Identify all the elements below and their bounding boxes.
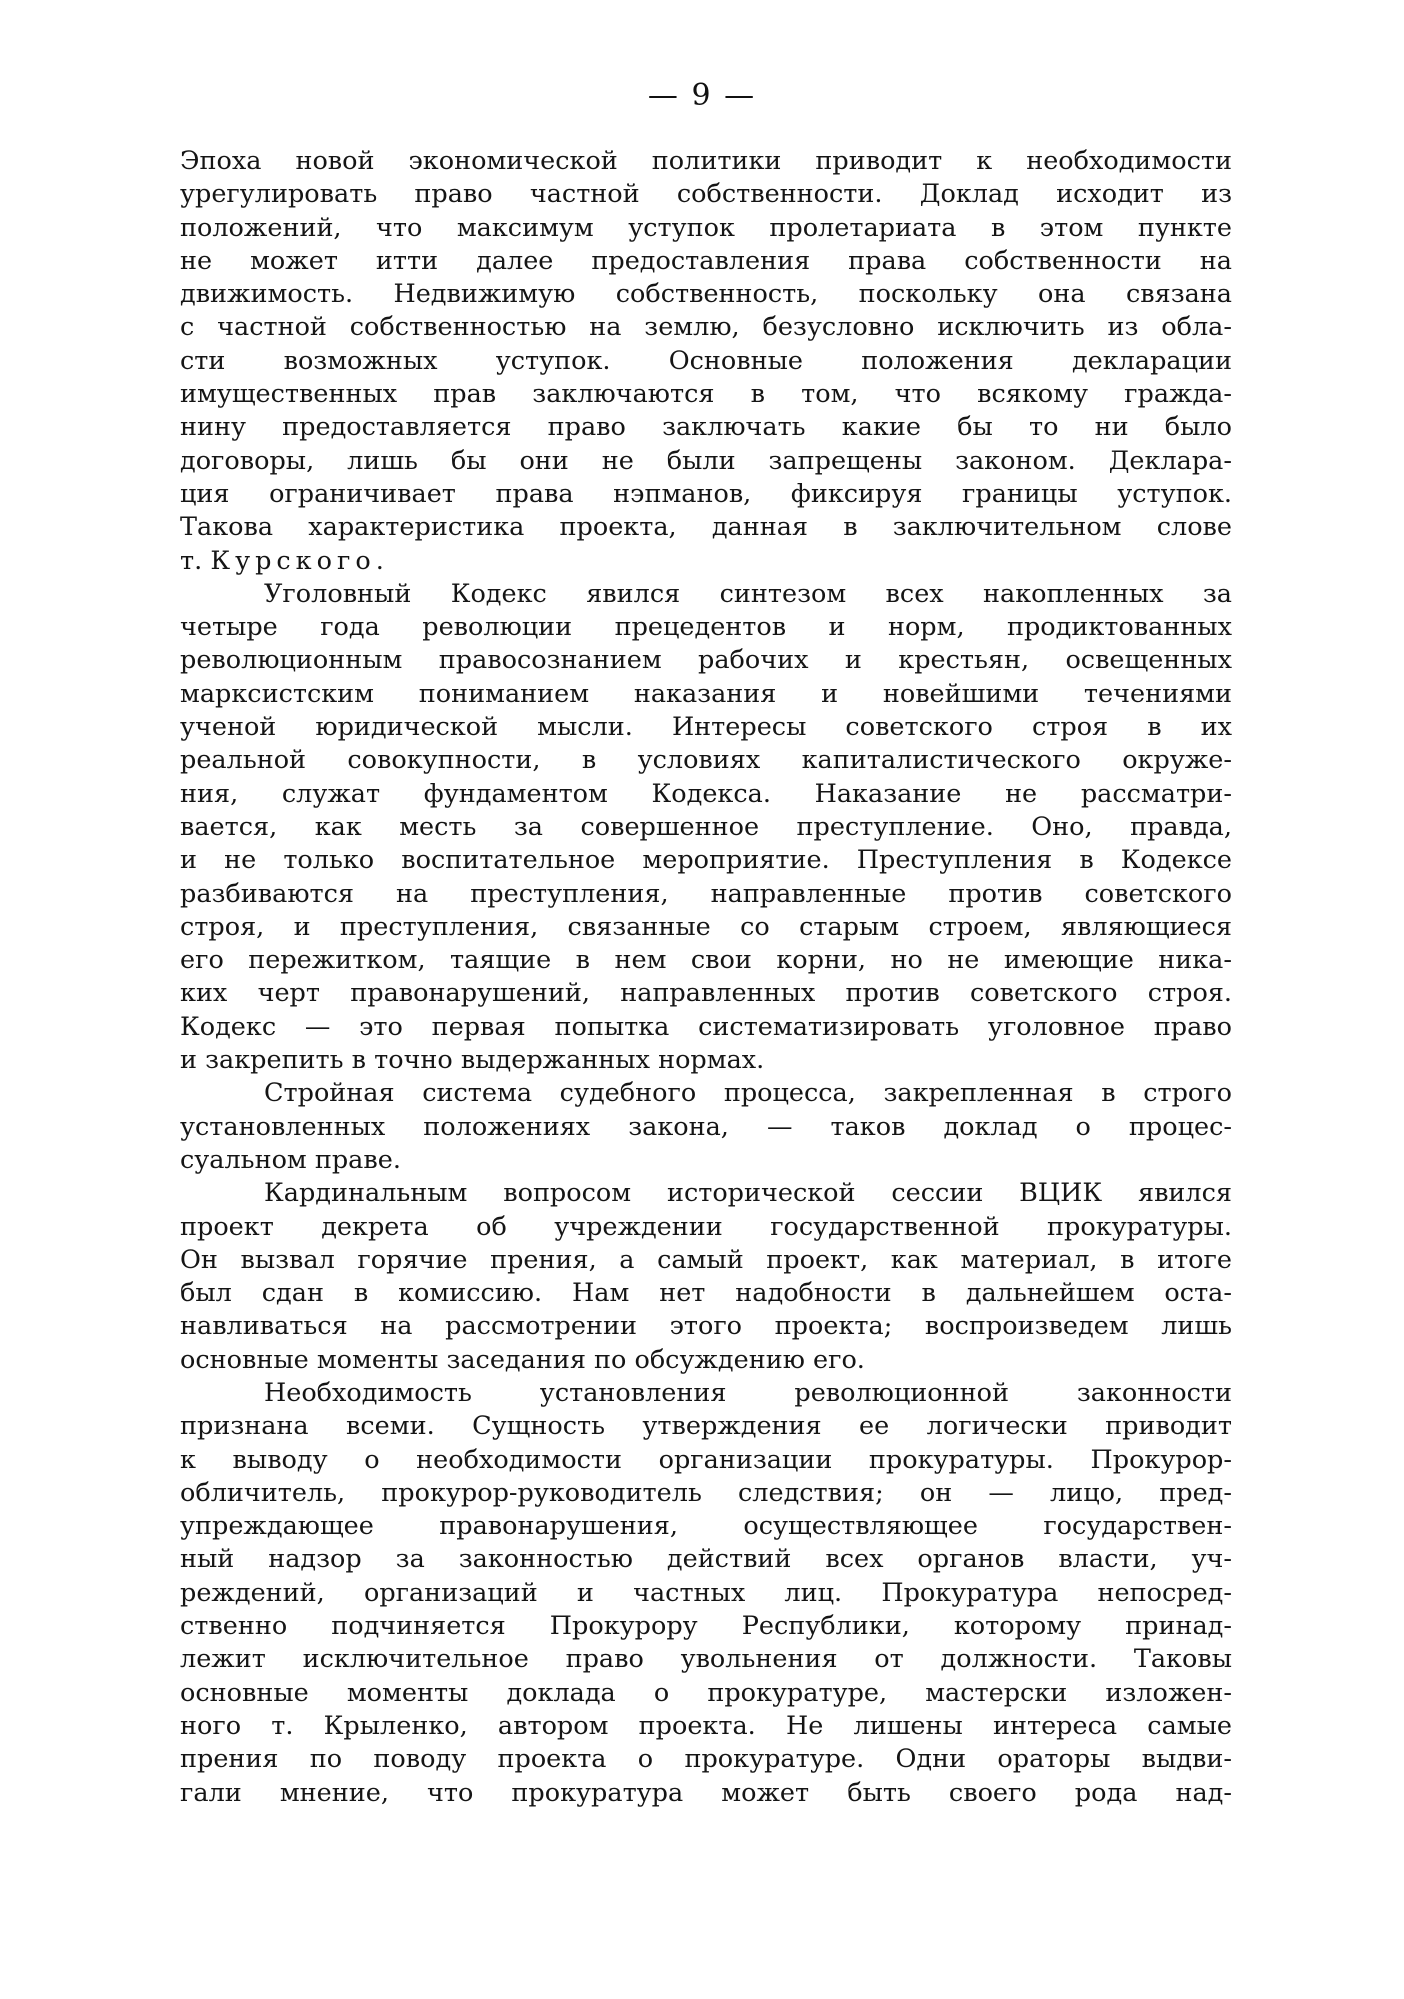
text-line: его пережитком, таящие в нем свои корни, но не имеющие ника- [180, 945, 1232, 976]
text-line: ция ограничивает права нэпманов, фиксируя границы уступок. [180, 478, 1232, 509]
text-line: лежит исключительное право увольнения от должности. Таковы [180, 1644, 1232, 1675]
text-fragment: т. [180, 545, 211, 576]
text-line: революционным правосознанием рабочих и крестьян, освещенных [180, 645, 1232, 676]
text-line: имущественных прав заключаются в том, что всякому гражда- [180, 379, 1232, 410]
text-line: прения по поводу проекта о прокуратуре. Одни ораторы выдви- [180, 1744, 1232, 1775]
text-line: был сдан в комиссию. Нам нет надобности в дальнейшем оста- [180, 1278, 1232, 1309]
text-line: и не только воспитательное мероприятие. Преступления в Кодексе [180, 845, 1232, 876]
text-line: положений, что максимум уступок пролетариата в этом пункте [180, 212, 1232, 243]
text-line: Такова характеристика проекта, данная в заключительном слове [180, 512, 1232, 543]
text-line: основные моменты доклада о прокуратуре, мастерски изложен- [180, 1677, 1232, 1708]
text-line: Эпоха новой экономической политики приводит к необходимости [180, 146, 1232, 176]
text-line: проект декрета об учреждении государственной прокуратуры. [180, 1211, 1232, 1242]
text-line: строя, и преступления, связанные со старым строем, являющиеся [180, 911, 1232, 942]
paragraph [180, 1077, 1232, 1177]
text-line: ких черт правонарушений, направленных против советского строя. [180, 978, 1232, 1009]
text-line: разбиваются на преступления, направленные против советского [180, 878, 1232, 909]
text-line: и закрепить в точно выдержанных нормах. [180, 1045, 765, 1076]
text-line [180, 545, 1232, 578]
text-line: четыре года революции прецедентов и норм, продиктованных [180, 612, 1232, 643]
text-fragment: . [375, 545, 384, 576]
text-line: к выводу о необходимости организации прокуратуры. Прокурор- [180, 1444, 1232, 1475]
text-line: ного т. Крыленко, автором проекта. Не лишены интереса самые [180, 1710, 1232, 1741]
paragraph [180, 145, 1232, 578]
text-line: гали мнение, что прокуратура может быть своего рода над- [180, 1777, 1232, 1808]
text-line: реждений, организаций и частных лиц. Прокуратура непосред- [180, 1577, 1232, 1608]
spaced-name: Курского [210, 545, 376, 576]
text-line: навливаться на рассмотрении этого проекта; воспроизведем лишь [180, 1311, 1232, 1342]
text-line: признана всеми. Сущность утверждения ее логически приводит [180, 1411, 1232, 1442]
text-line: договоры, лишь бы они не были запрещены законом. Деклара- [180, 445, 1232, 476]
text-line: ственно подчиняется Прокурору Республики, которому принад- [180, 1611, 1232, 1642]
text-line: вается, как месть за совершенное преступление. Оно, правда, [180, 811, 1232, 842]
text-line: ный надзор за законностью действий всех органов власти, уч- [180, 1544, 1232, 1575]
text-line: марксистским пониманием наказания и новейшими течениями [180, 678, 1232, 709]
text-line: установленных положениях закона, — таков доклад о процес- [180, 1111, 1232, 1142]
text-line: обличитель, прокурор-руководитель следствия; он — лицо, пред- [180, 1477, 1232, 1508]
text-line: основные моменты заседания по обсуждению его. [180, 1344, 865, 1375]
text-line: ученой юридической мысли. Интересы советского строя в их [180, 712, 1232, 743]
text-line: Кодекс — это первая попытка систематизировать уголовное право [180, 1011, 1232, 1042]
text-line: Уголовный Кодекс явился синтезом всех накопленных за [264, 578, 1232, 609]
page-number: — 9 — [647, 78, 757, 113]
text-line: упреждающее правонарушения, осуществляющее государствен- [180, 1511, 1232, 1542]
text-line: сти возможных уступок. Основные положения декларации [180, 345, 1232, 376]
text-line: суальном праве. [180, 1144, 401, 1175]
text-line: Он вызвал горячие прения, а самый проект, как материал, в итоге [180, 1244, 1232, 1275]
text-line: урегулировать право частной собственности. Доклад исходит из [180, 179, 1232, 210]
paragraph [180, 1177, 1232, 1377]
text-line: Необходимость установления революционной законности [264, 1377, 1232, 1408]
paragraph [180, 1377, 1232, 1810]
text-line: нину предоставляется право заключать какие бы то ни было [180, 412, 1232, 443]
body-text [180, 145, 1232, 1810]
text-line: не может итти далее предоставления права собственности на [180, 245, 1232, 276]
text-line: с частной собственностью на землю, безусловно исключить из обла- [180, 312, 1232, 343]
text-line: Стройная система судебного процесса, закрепленная в строго [264, 1078, 1232, 1109]
paragraph [180, 578, 1232, 1077]
text-line: движимость. Недвижимую собственность, поскольку она связана [180, 279, 1232, 310]
text-line: ния, служат фундаментом Кодекса. Наказание не рассматри- [180, 778, 1232, 809]
text-line: реальной совокупности, в условиях капиталистического окруже- [180, 745, 1232, 776]
text-line: Кардинальным вопросом исторической сессии ВЦИК явился [264, 1178, 1232, 1209]
